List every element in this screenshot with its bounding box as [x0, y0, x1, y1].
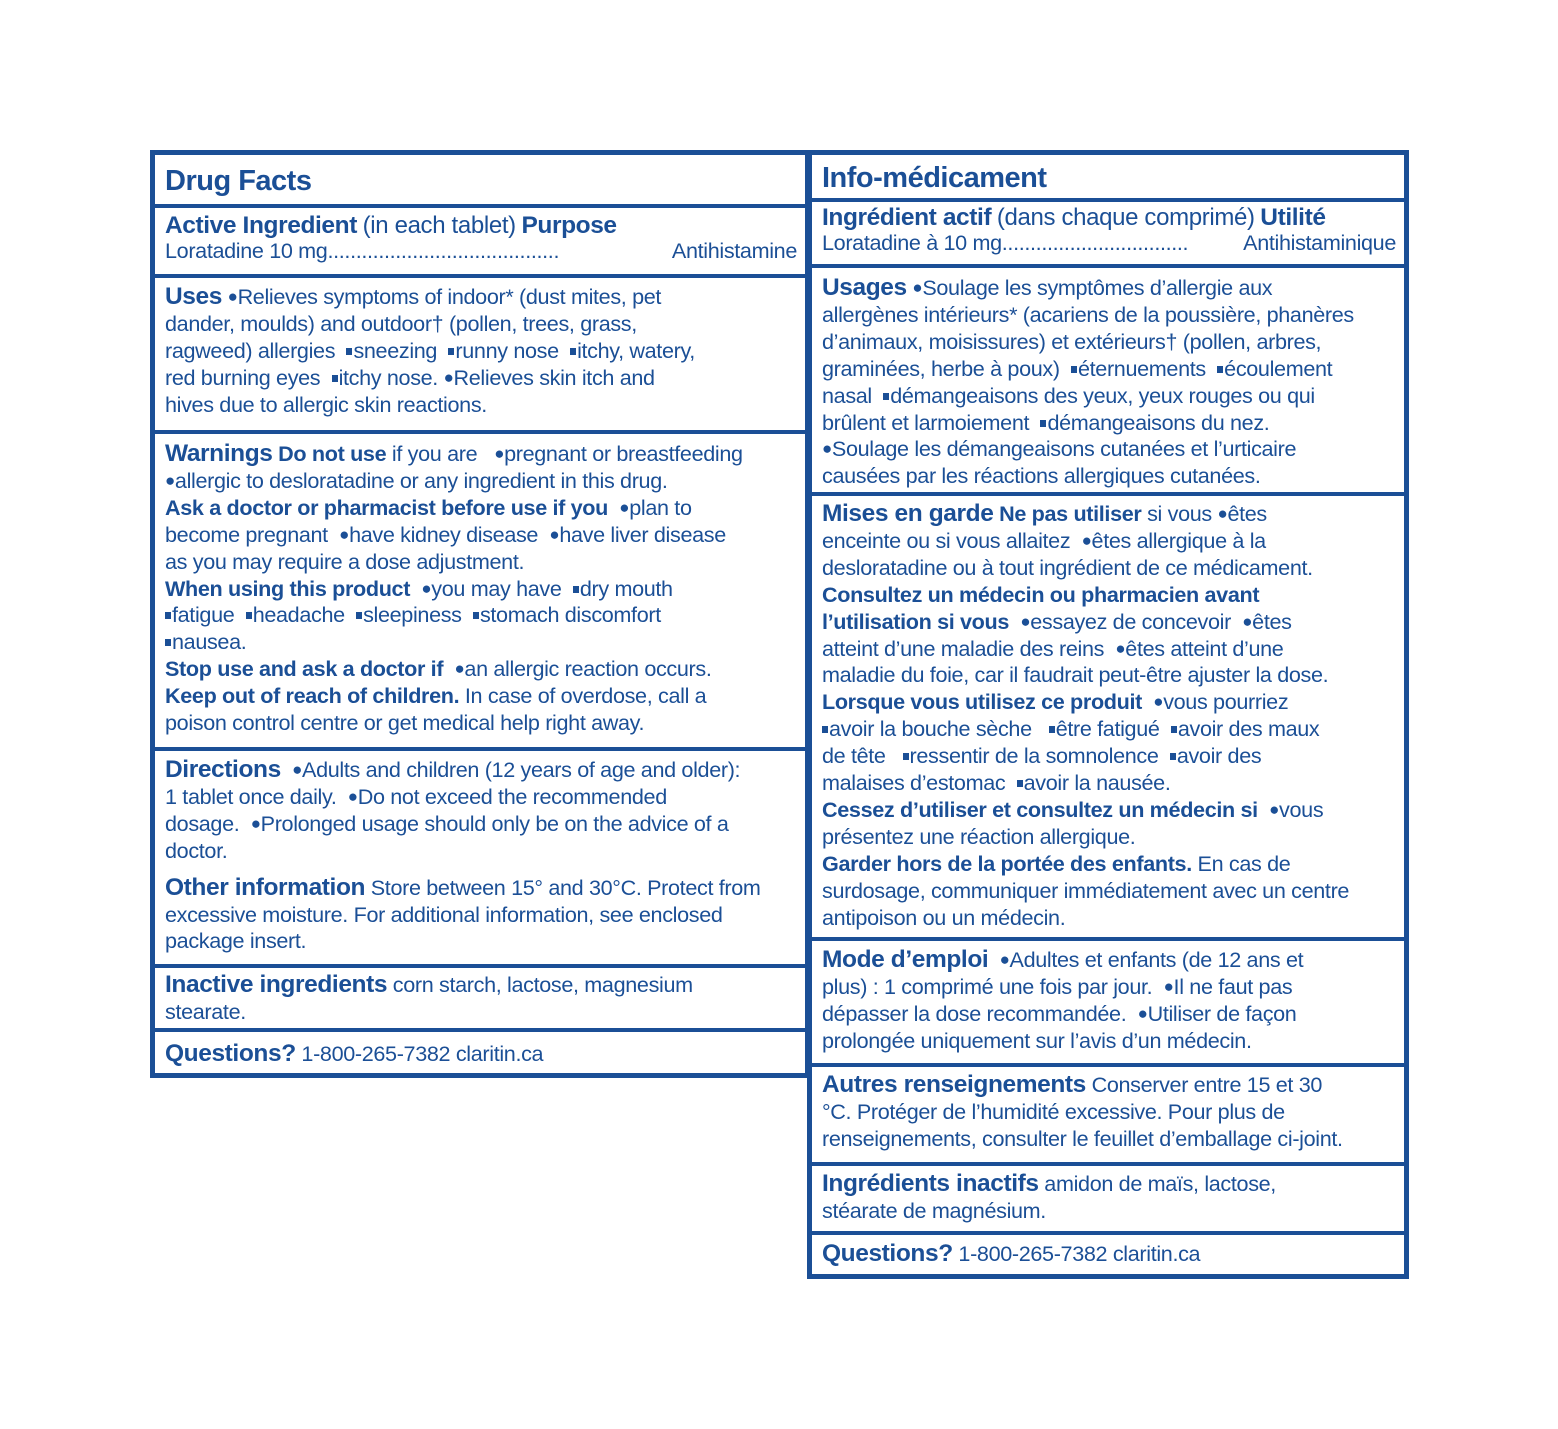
square-bullet-icon	[903, 753, 909, 760]
square-bullet-icon	[246, 612, 252, 619]
square-bullet-icon	[573, 586, 579, 593]
active-ingredient-purpose: Antihistamine	[671, 237, 797, 263]
round-bullet-icon: ●	[421, 578, 432, 598]
round-bullet-icon: ●	[822, 439, 832, 459]
uses-heading: Uses	[165, 283, 222, 310]
active-ingredient-qualifier: (in each tablet)	[362, 212, 516, 239]
questions-website-fr[interactable]: claritin.ca	[1112, 1241, 1201, 1266]
square-bullet-icon	[1170, 753, 1176, 760]
mode-emploi-section: Mode d’emploi ●Adultes et enfants (de 12 ans et plus) : 1 comprimé une fois par jour. ●Il ne faut pas dépasser la dose recommandée. ●Utiliser de façon prolongée uniquement sur l’avis d’un médecin.	[812, 937, 1404, 1065]
round-bullet-icon: ●	[1269, 799, 1280, 819]
square-bullet-icon	[1171, 726, 1177, 733]
square-bullet-icon	[448, 348, 454, 355]
round-bullet-icon: ●	[1081, 530, 1092, 550]
mises-en-garde-heading: Mises en garde	[822, 500, 994, 527]
square-bullet-icon	[570, 348, 576, 355]
square-bullet-icon	[1040, 420, 1046, 427]
other-information-heading: Other information	[165, 873, 366, 901]
square-bullet-icon	[346, 348, 352, 355]
square-bullet-icon	[1217, 366, 1223, 373]
round-bullet-icon: ●	[227, 287, 238, 306]
round-bullet-icon: ●	[443, 367, 454, 387]
directions-section: Directions ●Adults and children (12 years of age and older): 1 tablet once daily. ●Do not exceed the recommended dosage. ●Prolonged usage should only be on the advice of a doctor. Other information Store between 15° and 30°C. Protect from excessive moisture. For additional information, see enclosed package insert.	[155, 747, 805, 966]
round-bullet-icon: ●	[549, 524, 560, 544]
directions-heading: Directions	[165, 756, 281, 783]
square-bullet-icon	[165, 639, 171, 646]
square-bullet-icon	[165, 612, 171, 619]
drug-facts-title: Drug Facts	[165, 165, 312, 197]
ingredients-inactifs-section: Ingrédients inactifs amidon de maïs, lactose, stéarate de magnésium.	[812, 1162, 1404, 1232]
ingredients-inactifs-heading: Ingrédients inactifs	[822, 1170, 1039, 1197]
info-medicament-title: Info-médicament	[822, 162, 1047, 194]
inactive-ingredients-section: Inactive ingredients corn starch, lactose, magnesium stearate.	[155, 964, 805, 1030]
active-ingredient-section	[155, 204, 805, 274]
square-bullet-icon	[822, 726, 828, 733]
round-bullet-icon: ●	[1163, 976, 1174, 996]
purpose-heading: Purpose	[521, 212, 617, 239]
round-bullet-icon: ●	[165, 470, 175, 490]
questions-phone-fr[interactable]: 1-800-265-7382	[958, 1241, 1108, 1266]
round-bullet-icon: ●	[1153, 692, 1164, 712]
autres-renseignements-heading: Autres renseignements	[822, 1071, 1086, 1098]
square-bullet-icon	[883, 393, 889, 400]
usages-section: Usages ●Soulage les symptômes d’allergie aux allergènes intérieurs* (acariens de la poussière, phanères d’animaux, moisissures) et extérieurs† (pollen, arbres, graminées, herbe à poux) éternuements écoulement nasal démangeaisons des yeux, yeux rouges ou qui brûlent et larmoiement démangeaisons du nez. ●Soulage les démangeaisons cutanées et l’urticaire causées par les réactions allergiques cutanées.	[812, 264, 1404, 494]
square-bullet-icon	[473, 612, 479, 619]
square-bullet-icon	[356, 612, 362, 619]
square-bullet-icon	[1017, 780, 1023, 787]
round-bullet-icon: ●	[1242, 611, 1253, 631]
active-ingredient-name: Loratadine 10 mg.........................................	[165, 237, 560, 263]
drug-facts-title-section	[155, 155, 805, 203]
square-bullet-icon	[1049, 726, 1055, 733]
round-bullet-icon: ●	[1137, 1003, 1148, 1023]
questions-section	[155, 1028, 805, 1078]
round-bullet-icon: ●	[912, 278, 923, 297]
warnings-section: Warnings Do not use if you are ●pregnant or breastfeeding ●allergic to desloratadine or any ingredient in this drug. Ask a doctor or pharmacist before use if you ●plan to become pregnant ●have kidney disease ●have liver disease as you may require a dose adjustment. When using this product ●you may have dry mouth fatigue headache sleepiness stomach discomfort nausea. Stop use and ask a doctor if ●an allergic reaction occurs. Keep out of reach of children. In case of overdose, call a poison control centre or get medical help right away.	[155, 430, 805, 747]
autres-renseignements-section: Autres renseignements Conserver entre 15 et 30 °C. Protéger de l’humidité excessive. Pour plus de renseignements, consulter le feuillet d’emballage ci-joint.	[812, 1063, 1404, 1163]
questions-phone[interactable]: 1-800-265-7382	[301, 1041, 451, 1066]
utilite-heading: Utilité	[1260, 204, 1326, 231]
round-bullet-icon: ●	[619, 497, 630, 517]
round-bullet-icon: ●	[292, 760, 303, 779]
mises-en-garde-section: Mises en garde Ne pas utiliser si vous ●êtes enceinte ou si vous allaitez ●êtes allergique à la desloratadine ou à tout ingrédient de ce médicament. Consultez un médecin ou pharmacien avant l’utilisation si vous ●essayez de concevoir ●êtes atteint d’une maladie des reins ●êtes atteint d’une maladie du foie, car il faudrait peut-être ajuster la dose. Lorsque vous utilisez ce produit ●vous pourriez avoir la bouche sèche être fatigué avoir des maux de tête ressentir de la somnolence avoir des malaises d’estomac avoir la nausée. Cessez d’utiliser et consultez un médecin si ●vous présentez une réaction allergique. Garder hors de la portée des enfants. En cas de surdosage, communiquer immédiatement avec un centre antipoison ou un médecin.	[812, 492, 1404, 938]
questions-section-fr	[812, 1231, 1404, 1275]
usages-heading: Usages	[822, 274, 907, 301]
ingredient-actif-heading: Ingrédient actif	[822, 204, 992, 231]
inactive-ingredients-heading: Inactive ingredients	[165, 971, 388, 998]
round-bullet-icon: ●	[454, 659, 465, 679]
round-bullet-icon: ●	[339, 524, 350, 544]
questions-website[interactable]: claritin.ca	[455, 1041, 544, 1066]
uses-section: Uses ●Relieves symptoms of indoor* (dust mites, pet dander, moulds) and outdoor† (pollen, trees, grass, ragweed) allergies sneezing runny nose itchy, watery, red burning eyes itchy nose. ●Relieves skin itch and hives due to allergic skin reactions.	[155, 274, 805, 430]
questions-heading: Questions?	[165, 1040, 296, 1067]
round-bullet-icon: ●	[347, 786, 358, 806]
warnings-heading: Warnings	[165, 440, 273, 467]
drug-facts-panel-en	[150, 150, 810, 1078]
round-bullet-icon: ●	[1115, 638, 1126, 658]
square-bullet-icon	[332, 375, 338, 382]
questions-heading-fr: Questions?	[822, 1240, 953, 1267]
round-bullet-icon: ●	[1020, 611, 1031, 631]
mode-emploi-heading: Mode d’emploi	[822, 946, 989, 973]
ingredient-actif-section: Ingrédient actif (dans chaque comprimé) Utilité Loratadine à 10 mg................................. Antihistaminique	[812, 198, 1404, 264]
square-bullet-icon	[1071, 366, 1077, 373]
round-bullet-icon: ●	[494, 444, 505, 463]
round-bullet-icon: ●	[1217, 504, 1228, 523]
info-medicament-title-section	[812, 155, 1404, 197]
round-bullet-icon: ●	[250, 813, 261, 833]
active-ingredient-heading: Active Ingredient	[165, 212, 357, 239]
drug-facts-panel-fr	[807, 150, 1409, 1279]
round-bullet-icon: ●	[999, 950, 1010, 969]
